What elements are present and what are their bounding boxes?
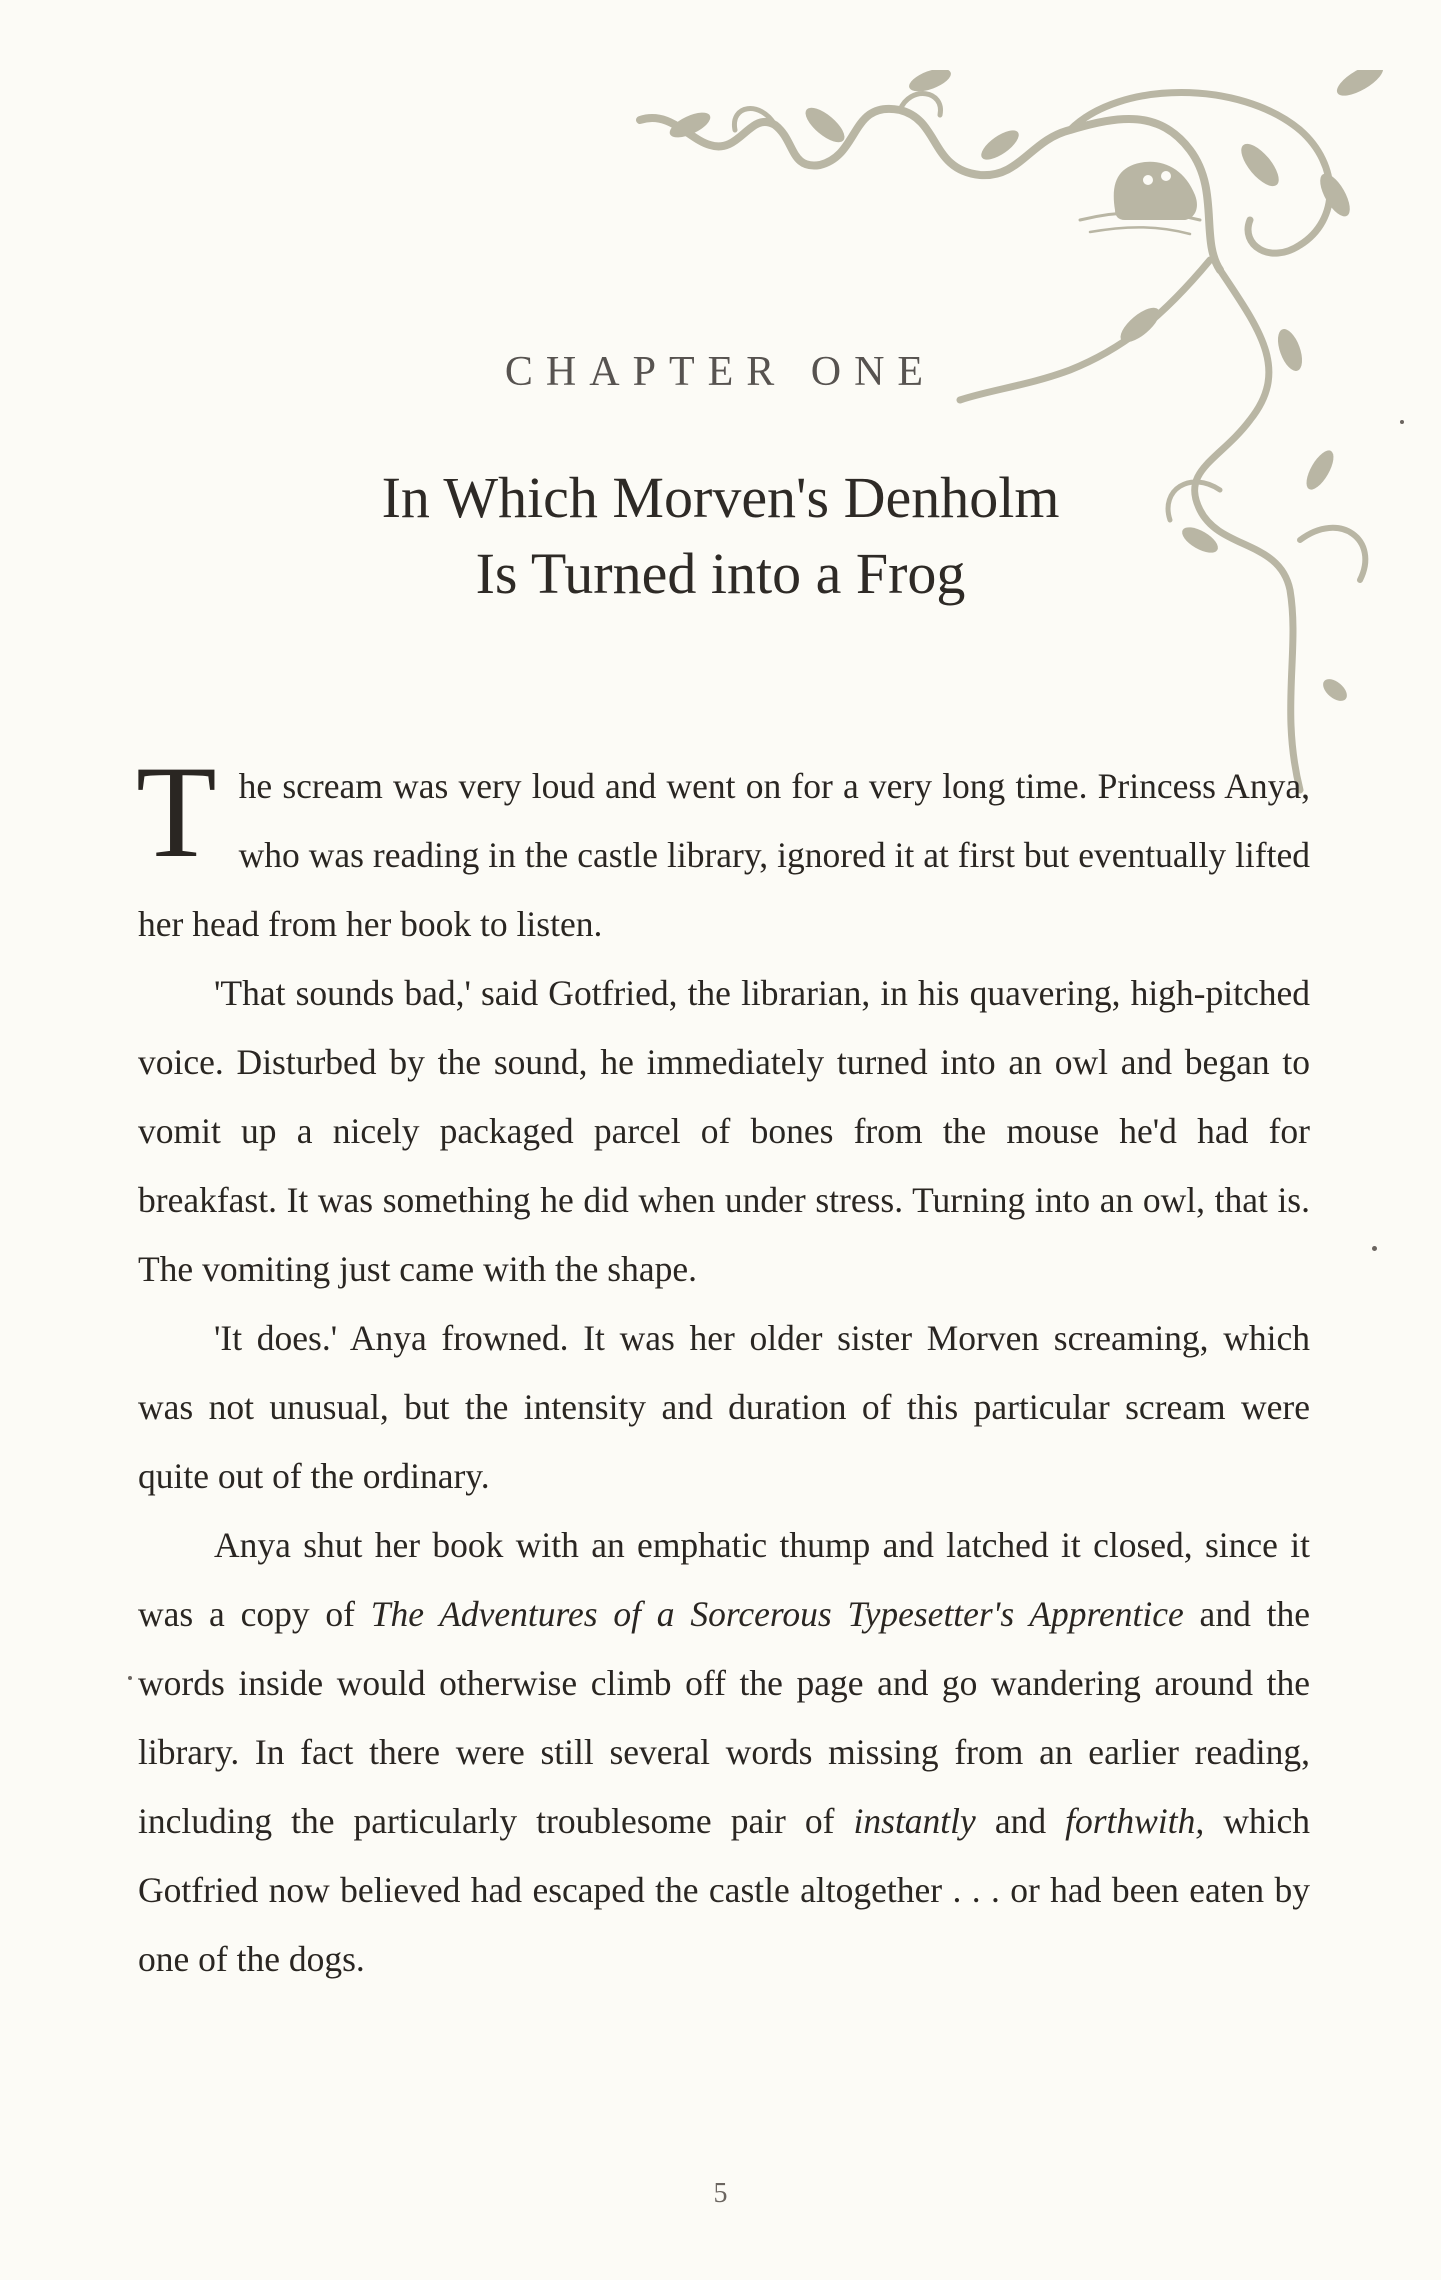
missing-word-forthwith: forthwith, bbox=[1065, 1801, 1205, 1841]
paragraph-4-text-a: Anya shut her book with an emphatic thump and latched it closed, since it was a copy of bbox=[138, 1525, 1310, 1634]
paragraph-4-and: and bbox=[975, 1801, 1066, 1841]
chapter-body bbox=[136, 738, 1310, 1994]
paragraph-3: 'It does.' Anya frowned. It was her older sister Morven screaming, which was not unusual, but the intensity and duration of this particular scream were quite out of the ordinary. bbox=[138, 1318, 1310, 1496]
paragraph-2: 'That sounds bad,' said Gotfried, the librarian, in his quavering, high-pitched voice. Disturbed by the sound, he immediately turned into an owl and began to vomit up a nicely packaged parcel of bones from the mouse he'd had for breakfast. It was something he did when under stress. Turning into an owl, that is. The vomiting just came with the shape. bbox=[138, 973, 1310, 1289]
paragraph-4-text-b: and the words inside would otherwise climb off the page and go wandering around the library. In fact there were still several words missing from an earlier reading, including the particularly troublesome pair of bbox=[138, 1594, 1310, 1841]
chapter-title-line-2: Is Turned into a Frog bbox=[475, 541, 966, 606]
chapter-label: CHAPTER ONE bbox=[504, 349, 937, 395]
missing-word-instantly: instantly bbox=[853, 1801, 976, 1841]
scan-speck bbox=[128, 1676, 132, 1680]
book-title: The Adventures of a Sorcerous Typesetter's Apprentice bbox=[370, 1594, 1184, 1634]
chapter-title-line-1: In Which Morven's Denholm bbox=[381, 465, 1060, 530]
paragraph-1 bbox=[136, 738, 1310, 959]
drop-cap: T bbox=[136, 738, 217, 885]
scan-speck bbox=[1372, 1246, 1377, 1251]
scan-speck bbox=[1400, 420, 1404, 424]
chapter-title bbox=[160, 460, 1281, 612]
paragraph-4 bbox=[138, 1511, 1310, 1994]
page-number: 5 bbox=[713, 2178, 728, 2209]
paragraph-1-text: he scream was very loud and went on for a very long time. Princess Anya, who was reading in the castle library, ignored it at first but eventually lifted her head from her book to listen. bbox=[138, 766, 1310, 944]
paragraph-4-text-c: which Gotfried now believed had escaped the castle altogether . . . or had been eaten by one of the dogs. bbox=[138, 1801, 1310, 1979]
vine-frog-ornament-icon bbox=[600, 70, 1420, 830]
